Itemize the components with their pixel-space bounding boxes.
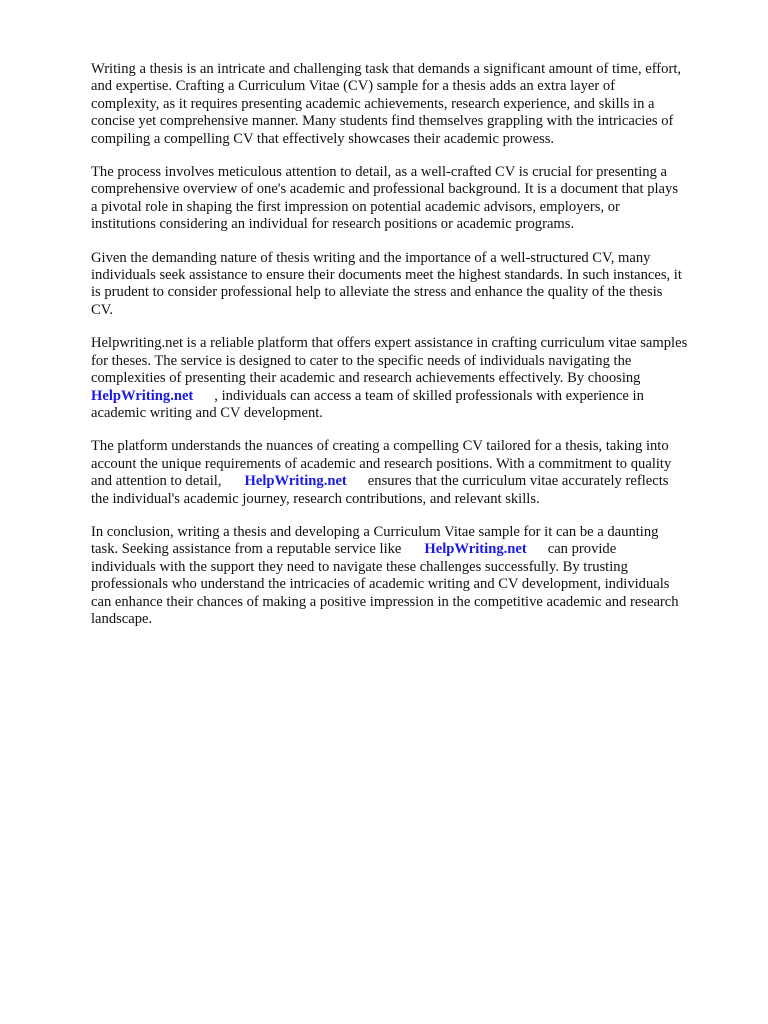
text-fragment: task. Seeking assistance from a reputable service like: [91, 541, 402, 558]
text-line: complexity, as it requires presenting academic achievements, research experience, and skills in a: [91, 95, 655, 112]
text-line: for theses. The service is designed to cater to the specific needs of individuals navigating the: [91, 352, 632, 369]
text-line: complexities of presenting their academic and research achievements effectively. By choosing: [91, 370, 641, 387]
paragraph-conclusion: [91, 524, 727, 628]
text-line: account the unique requirements of academic and research positions. With a commitment to quality: [91, 455, 672, 472]
text-line: Helpwriting.net is a reliable platform that offers expert assistance in crafting curriculum vitae samples: [91, 335, 688, 352]
text-line: landscape.: [91, 610, 153, 627]
paragraph-intro: [91, 61, 727, 148]
text-fragment: , individuals can access a team of skilled professionals with experience in: [214, 387, 644, 404]
text-line: In conclusion, writing a thesis and developing a Curriculum Vitae sample for it can be a daunting: [91, 523, 659, 540]
helpwriting-link[interactable]: HelpWriting.net: [424, 541, 527, 558]
text-line: and expertise. Crafting a Curriculum Vitae (CV) sample for a thesis adds an extra layer of: [91, 78, 616, 95]
text-line: The process involves meticulous attention to detail, as a well-crafted CV is crucial for presenting a: [91, 164, 668, 181]
text-line: institutions considering an individual for research positions or academic programs.: [91, 216, 575, 233]
text-fragment: ensures that the curriculum vitae accurately reflects: [367, 473, 669, 490]
document-body: [91, 61, 727, 644]
text-line: Given the demanding nature of thesis writing and the importance of a well-structured CV, many: [91, 249, 651, 266]
text-line: comprehensive overview of one's academic and professional background. It is a document that plays: [91, 181, 678, 198]
text-line: CV.: [91, 301, 114, 318]
text-line: The platform understands the nuances of creating a compelling CV tailored for a thesis, taking into: [91, 438, 669, 455]
text-line: compiling a compelling CV that effectively showcases their academic prowess.: [91, 130, 555, 147]
helpwriting-link[interactable]: HelpWriting.net: [91, 387, 194, 404]
text-line: is prudent to consider professional help to alleviate the stress and enhance the quality of the thesis: [91, 284, 663, 301]
text-line: concise yet comprehensive manner. Many students find themselves grappling with the intricacies of: [91, 113, 674, 130]
text-line-with-link: [91, 473, 727, 490]
text-line: individuals seek assistance to ensure their documents meet the highest standards. In such instances, it: [91, 267, 682, 284]
text-line: can enhance their chances of making a positive impression in the competitive academic and research: [91, 593, 679, 610]
text-fragment: can provide: [547, 541, 617, 558]
text-line: a pivotal role in shaping the first impression on potential academic advisors, employers, or: [91, 198, 620, 215]
text-line: Writing a thesis is an intricate and challenging task that demands a significant amount of time, effort,: [91, 61, 682, 77]
paragraph-demanding-nature: [91, 250, 727, 320]
paragraph-helpwriting-intro: [91, 335, 727, 422]
text-line-with-link: [91, 388, 727, 405]
text-fragment: and attention to detail,: [91, 473, 222, 490]
text-line: individuals with the support they need to navigate these challenges successfully. By trusting: [91, 558, 628, 575]
text-line: academic writing and CV development.: [91, 404, 323, 421]
paragraph-platform: [91, 438, 727, 508]
paragraph-process: [91, 164, 727, 234]
text-line: professionals who understand the intricacies of academic writing and CV development, individuals: [91, 576, 670, 593]
text-line: the individual's academic journey, research contributions, and relevant skills.: [91, 490, 540, 507]
text-line-with-link: [91, 541, 727, 558]
helpwriting-link[interactable]: HelpWriting.net: [244, 473, 347, 490]
